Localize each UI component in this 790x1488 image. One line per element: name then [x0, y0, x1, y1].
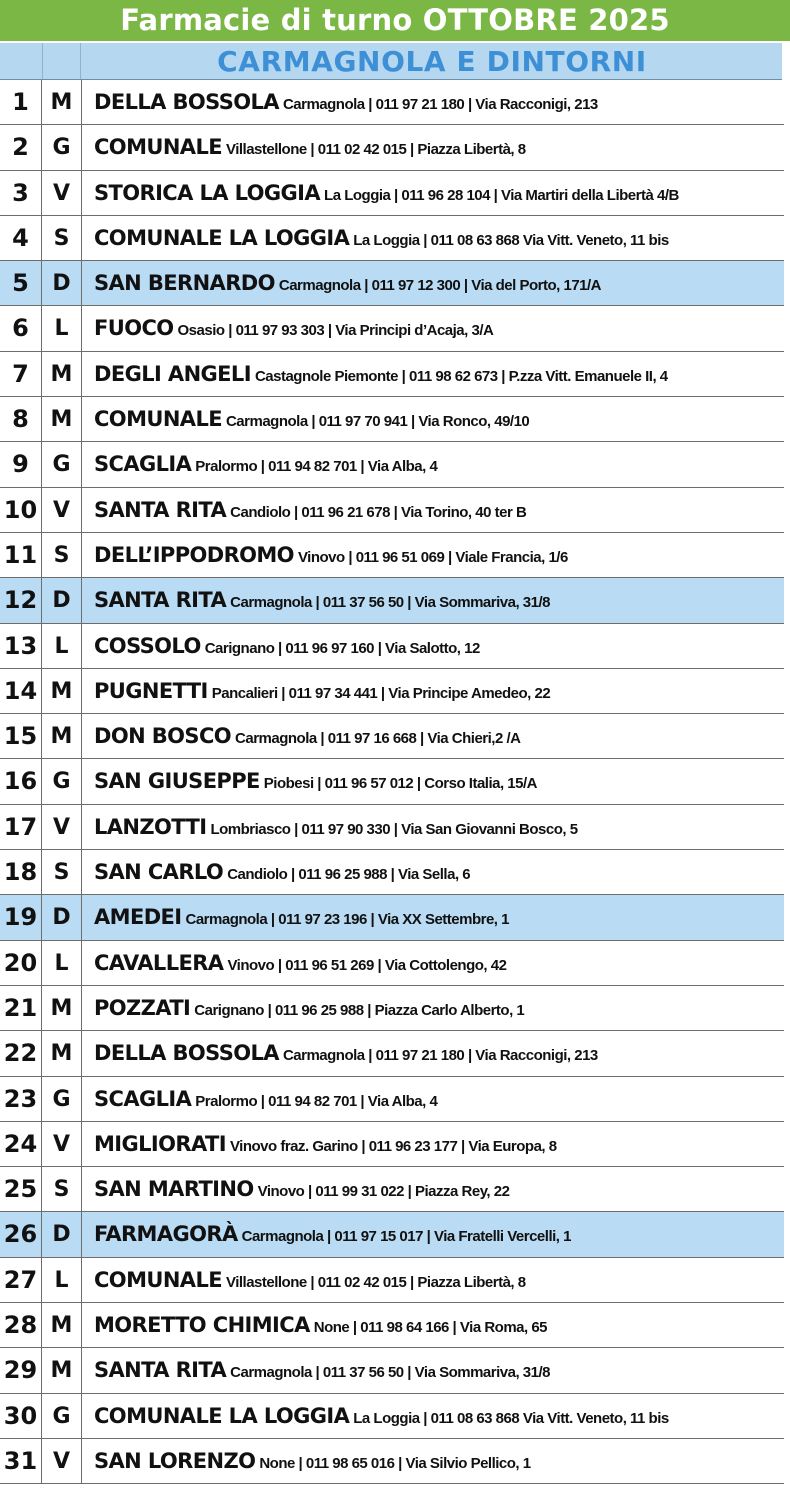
- subtitle-spacer-weekday: [43, 43, 81, 79]
- pharmacy-details: Villastellone | 011 02 42 015 | Piazza Libertà, 8: [225, 141, 526, 159]
- pharmacy-details: Carignano | 011 96 97 160 | Via Salotto, 12: [204, 639, 480, 657]
- weekday-letter: D: [42, 1212, 82, 1256]
- pharmacy-info: [94, 1122, 782, 1166]
- pharmacy-details: Vinovo | 011 96 51 069 | Viale Francia, 1/6: [297, 548, 568, 566]
- day-number: 25: [0, 1167, 42, 1211]
- table-row: [0, 986, 784, 1031]
- table-row: [0, 488, 784, 533]
- subtitle-text: CARMAGNOLA E DINTORNI: [217, 45, 647, 78]
- weekday-letter: M: [42, 986, 82, 1030]
- pharmacy-details: La Loggia | 011 08 63 868 Via Vitt. Veneto, 11 bis: [353, 231, 669, 249]
- day-number: 19: [0, 895, 42, 939]
- day-number: 13: [0, 624, 42, 668]
- weekday-letter: D: [42, 895, 82, 939]
- pharmacy-info: [94, 1394, 782, 1438]
- day-number: 26: [0, 1212, 42, 1256]
- pharmacy-name: SAN BERNARDO: [94, 271, 275, 296]
- pharmacy-details: Lombriasco | 011 97 90 330 | Via San Giovanni Bosco, 5: [210, 820, 578, 838]
- day-number: 14: [0, 669, 42, 713]
- pharmacy-info: [94, 1348, 782, 1392]
- table-row: [0, 352, 784, 397]
- pharmacy-name: LANZOTTI: [94, 814, 207, 839]
- weekday-letter: S: [42, 216, 82, 260]
- table-row: [0, 578, 784, 623]
- table-row: [0, 624, 784, 669]
- pharmacy-name: STORICA LA LOGGIA: [94, 180, 321, 205]
- table-row: [0, 442, 784, 487]
- day-number: 20: [0, 941, 42, 985]
- table-row: [0, 895, 784, 940]
- pharmacy-name: FARMAGORÀ: [94, 1222, 238, 1247]
- weekday-letter: V: [42, 805, 82, 849]
- pharmacy-name: COMUNALE: [94, 135, 222, 160]
- day-number: 18: [0, 850, 42, 894]
- pharmacy-name: FUOCO: [94, 316, 174, 341]
- pharmacy-name: SCAGLIA: [94, 452, 192, 477]
- weekday-letter: V: [42, 1439, 82, 1483]
- pharmacy-details: Castagnole Piemonte | 011 98 62 673 | P.zza Vitt. Emanuele II, 4: [254, 367, 668, 385]
- pharmacy-info: [94, 895, 782, 939]
- subtitle-bar: [0, 43, 782, 80]
- pharmacy-info: [94, 669, 782, 713]
- table-row: [0, 1167, 784, 1212]
- day-number: 1: [0, 80, 42, 124]
- day-number: 6: [0, 306, 42, 350]
- weekday-letter: G: [42, 125, 82, 169]
- pharmacy-name: SAN GIUSEPPE: [94, 769, 260, 794]
- pharmacy-name: DELL’IPPODROMO: [94, 542, 294, 567]
- table-row: [0, 1212, 784, 1257]
- pharmacy-name: MIGLIORATI: [94, 1131, 226, 1156]
- pharmacy-name: CAVALLERA: [94, 950, 224, 975]
- day-number: 3: [0, 171, 42, 215]
- pharmacy-details: Carmagnola | 011 37 56 50 | Via Sommariva, 31/8: [230, 594, 550, 612]
- pharmacy-name: SAN CARLO: [94, 860, 224, 885]
- day-number: 29: [0, 1348, 42, 1392]
- pharmacy-details: Villastellone | 011 02 42 015 | Piazza Libertà, 8: [225, 1273, 526, 1291]
- pharmacy-name: PUGNETTI: [94, 678, 208, 703]
- weekday-letter: M: [42, 1031, 82, 1075]
- pharmacy-details: La Loggia | 011 08 63 868 Via Vitt. Veneto, 11 bis: [353, 1409, 669, 1427]
- pharmacy-details: Candiolo | 011 96 21 678 | Via Torino, 40 ter B: [230, 503, 527, 521]
- pharmacy-info: [94, 171, 782, 215]
- pharmacy-info: [94, 805, 782, 849]
- weekday-letter: V: [42, 171, 82, 215]
- pharmacy-info: [94, 488, 782, 532]
- pharmacy-details: Vinovo fraz. Garino | 011 96 23 177 | Via Europa, 8: [229, 1137, 557, 1155]
- pharmacy-name: COMUNALE: [94, 407, 222, 432]
- weekday-letter: S: [42, 533, 82, 577]
- pharmacy-name: DELLA BOSSOLA: [94, 1041, 279, 1066]
- table-row: [0, 216, 784, 261]
- table-row: [0, 1394, 784, 1439]
- day-number: 24: [0, 1122, 42, 1166]
- table-row: [0, 1348, 784, 1393]
- weekday-letter: M: [42, 80, 82, 124]
- day-number: 10: [0, 488, 42, 532]
- schedule-table: [0, 80, 784, 1484]
- pharmacy-name: COMUNALE LA LOGGIA: [94, 225, 350, 250]
- table-row: [0, 669, 784, 714]
- pharmacy-info: [94, 759, 782, 803]
- weekday-letter: S: [42, 850, 82, 894]
- day-number: 2: [0, 125, 42, 169]
- day-number: 5: [0, 261, 42, 305]
- pharmacy-details: Vinovo | 011 99 31 022 | Piazza Rey, 22: [257, 1183, 510, 1201]
- table-row: [0, 850, 784, 895]
- pharmacy-info: [94, 1439, 782, 1483]
- pharmacy-info: [94, 533, 782, 577]
- pharmacy-details: Carmagnola | 011 37 56 50 | Via Sommariva, 31/8: [230, 1364, 550, 1382]
- weekday-letter: M: [42, 352, 82, 396]
- day-number: 22: [0, 1031, 42, 1075]
- day-number: 9: [0, 442, 42, 486]
- table-row: [0, 171, 784, 216]
- pharmacy-info: [94, 1077, 782, 1121]
- table-row: [0, 306, 784, 351]
- weekday-letter: M: [42, 714, 82, 758]
- weekday-letter: D: [42, 578, 82, 622]
- table-row: [0, 805, 784, 850]
- pharmacy-details: Carmagnola | 011 97 21 180 | Via Racconigi, 213: [282, 1047, 598, 1065]
- day-number: 11: [0, 533, 42, 577]
- weekday-letter: G: [42, 442, 82, 486]
- pharmacy-info: [94, 1258, 782, 1302]
- pharmacy-info: [94, 306, 782, 350]
- day-number: 16: [0, 759, 42, 803]
- day-number: 17: [0, 805, 42, 849]
- pharmacy-info: [94, 714, 782, 758]
- pharmacy-name: AMEDEI: [94, 905, 182, 930]
- table-row: [0, 1122, 784, 1167]
- pharmacy-info: [94, 397, 782, 441]
- subtitle-spacer-day: [0, 43, 43, 79]
- pharmacy-details: None | 011 98 65 016 | Via Silvio Pellico, 1: [259, 1454, 531, 1472]
- day-number: 4: [0, 216, 42, 260]
- day-number: 8: [0, 397, 42, 441]
- pharmacy-details: Candiolo | 011 96 25 988 | Via Sella, 6: [227, 866, 471, 884]
- pharmacy-name: SANTA RITA: [94, 588, 227, 613]
- pharmacy-details: Osasio | 011 97 93 303 | Via Principi d’Acaja, 3/A: [177, 322, 494, 340]
- pharmacy-name: COMUNALE: [94, 1267, 222, 1292]
- pharmacy-info: [94, 261, 782, 305]
- table-row: [0, 1439, 784, 1484]
- day-number: 23: [0, 1077, 42, 1121]
- pharmacy-details: None | 011 98 64 166 | Via Roma, 65: [313, 1319, 548, 1337]
- pharmacy-name: MORETTO CHIMICA: [94, 1313, 310, 1338]
- weekday-letter: V: [42, 1122, 82, 1166]
- weekday-letter: L: [42, 306, 82, 350]
- table-row: [0, 941, 784, 986]
- pharmacy-details: Carmagnola | 011 97 70 941 | Via Ronco, 49/10: [225, 413, 530, 431]
- pharmacy-info: [94, 578, 782, 622]
- pharmacy-info: [94, 624, 782, 668]
- day-number: 31: [0, 1439, 42, 1483]
- table-row: [0, 759, 784, 804]
- pharmacy-details: Carmagnola | 011 97 23 196 | Via XX Settembre, 1: [185, 911, 509, 929]
- weekday-letter: G: [42, 759, 82, 803]
- weekday-letter: L: [42, 941, 82, 985]
- day-number: 12: [0, 578, 42, 622]
- pharmacy-info: [94, 1167, 782, 1211]
- day-number: 30: [0, 1394, 42, 1438]
- table-row: [0, 1031, 784, 1076]
- pharmacy-details: La Loggia | 011 96 28 104 | Via Martiri della Libertà 4/B: [324, 186, 679, 204]
- pharmacy-info: [94, 80, 782, 124]
- day-number: 7: [0, 352, 42, 396]
- pharmacy-details: Vinovo | 011 96 51 269 | Via Cottolengo, 42: [227, 956, 507, 974]
- weekday-letter: L: [42, 1258, 82, 1302]
- table-row: [0, 261, 784, 306]
- pharmacy-name: POZZATI: [94, 995, 191, 1020]
- weekday-letter: G: [42, 1394, 82, 1438]
- table-row: [0, 397, 784, 442]
- pharmacy-name: DELLA BOSSOLA: [94, 90, 279, 114]
- weekday-letter: L: [42, 624, 82, 668]
- pharmacy-name: DEGLI ANGELI: [94, 361, 251, 386]
- pharmacy-details: Pralormo | 011 94 82 701 | Via Alba, 4: [195, 1092, 438, 1110]
- page-title: Farmacie di turno OTTOBRE 2025: [0, 0, 790, 41]
- weekday-letter: M: [42, 669, 82, 713]
- day-number: 15: [0, 714, 42, 758]
- table-row: [0, 714, 784, 759]
- pharmacy-name: COSSOLO: [94, 633, 201, 658]
- pharmacy-info: [94, 216, 782, 260]
- pharmacy-info: [94, 986, 782, 1030]
- pharmacy-details: Carmagnola | 011 97 12 300 | Via del Porto, 171/A: [278, 277, 602, 295]
- pharmacy-details: Carmagnola | 011 97 16 668 | Via Chieri,2 /A: [235, 730, 521, 748]
- pharmacy-details: Carmagnola | 011 97 15 017 | Via Fratelli Vercelli, 1: [241, 1228, 571, 1246]
- weekday-letter: M: [42, 397, 82, 441]
- weekday-letter: M: [42, 1303, 82, 1347]
- pharmacy-details: Carignano | 011 96 25 988 | Piazza Carlo Alberto, 1: [194, 1001, 525, 1019]
- pharmacy-info: [94, 1303, 782, 1347]
- table-row: [0, 533, 784, 578]
- weekday-letter: V: [42, 488, 82, 532]
- pharmacy-name: SAN MARTINO: [94, 1177, 254, 1202]
- pharmacy-info: [94, 1031, 782, 1075]
- pharmacy-details: Carmagnola | 011 97 21 180 | Via Racconigi, 213: [282, 96, 598, 113]
- pharmacy-name: DON BOSCO: [94, 724, 232, 749]
- pharmacy-name: SCAGLIA: [94, 1086, 192, 1111]
- pharmacy-name: COMUNALE LA LOGGIA: [94, 1403, 350, 1428]
- weekday-letter: M: [42, 1348, 82, 1392]
- pharmacy-info: [94, 1212, 782, 1256]
- table-row: [0, 1258, 784, 1303]
- pharmacy-info: [94, 125, 782, 169]
- pharmacy-name: SAN LORENZO: [94, 1448, 256, 1473]
- pharmacy-name: SANTA RITA: [94, 1358, 227, 1383]
- table-row: [0, 1303, 784, 1348]
- pharmacy-details: Pralormo | 011 94 82 701 | Via Alba, 4: [195, 458, 438, 476]
- pharmacy-name: SANTA RITA: [94, 497, 227, 522]
- pharmacy-details: Pancalieri | 011 97 34 441 | Via Principe Amedeo, 22: [211, 684, 551, 702]
- day-number: 27: [0, 1258, 42, 1302]
- table-row: [0, 125, 784, 170]
- pharmacy-details: Piobesi | 011 96 57 012 | Corso Italia, 15/A: [263, 775, 537, 793]
- day-number: 21: [0, 986, 42, 1030]
- day-number: 28: [0, 1303, 42, 1347]
- pharmacy-info: [94, 442, 782, 486]
- pharmacy-info: [94, 850, 782, 894]
- table-row: [0, 80, 784, 125]
- table-row: [0, 1077, 784, 1122]
- weekday-letter: D: [42, 261, 82, 305]
- pharmacy-info: [94, 941, 782, 985]
- weekday-letter: S: [42, 1167, 82, 1211]
- weekday-letter: G: [42, 1077, 82, 1121]
- pharmacy-info: [94, 352, 782, 396]
